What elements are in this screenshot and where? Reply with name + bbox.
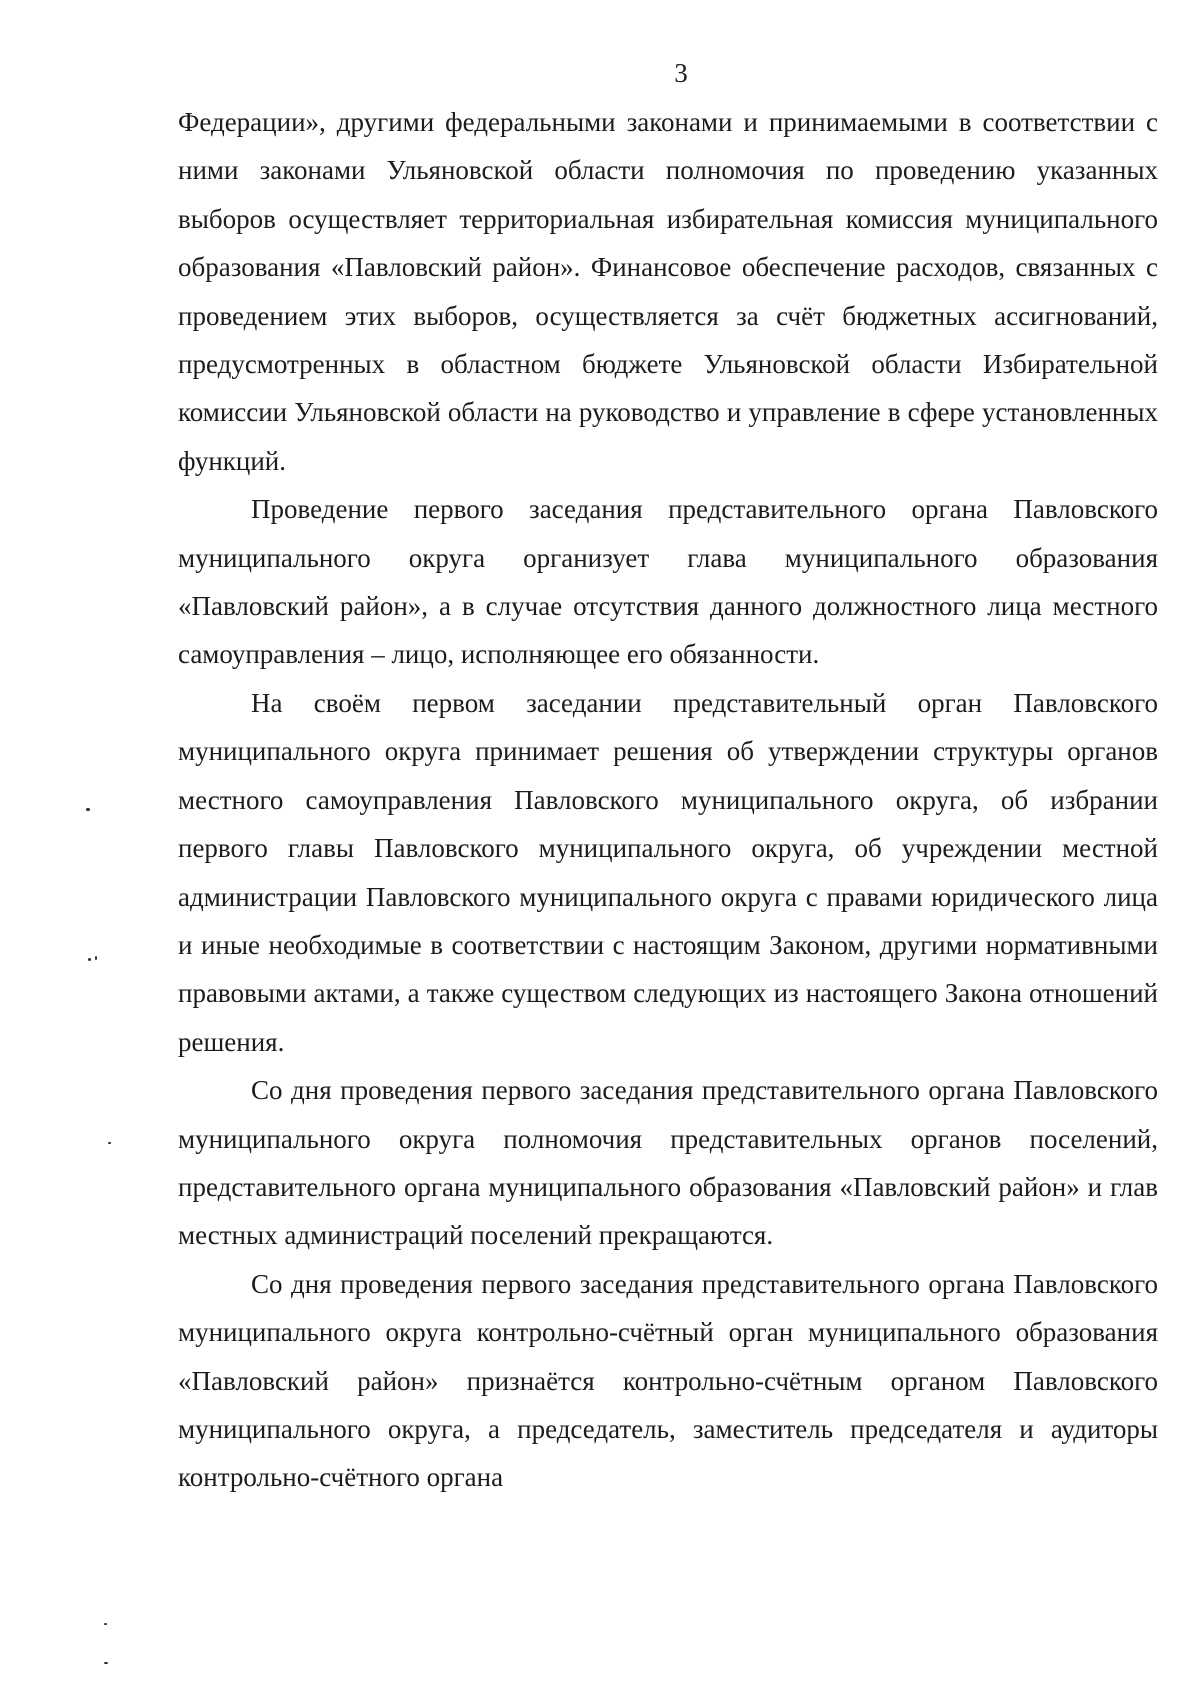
paragraph-first-session: Проведение первого заседания представительного органа Павловского муниципального округа организует глава муниципального образования «Павловский район», а в случае отсутствия данного должностного лица местного самоуправления – лицо, исполняющее его обязанности.: [178, 494, 1158, 670]
scan-speck: [95, 956, 97, 960]
scan-speck: [104, 1623, 107, 1625]
scan-speck: [86, 808, 90, 811]
page-number: 3: [674, 58, 688, 88]
paragraph-first-session-decisions: На своём первом заседании представительный орган Павловского муниципального округа принимает решения об утверждении структуры органов местного самоуправления Павловского муниципального округа, об избрании первого главы Павловского муниципального округа, об учреждении местной администрации Павловского муниципального округа с правами юридического лица и иные необходимые в соответствии с настоящим Законом, другими нормативными правовыми актами, а также существом следующих из настоящего Закона отношений решения.: [178, 687, 1158, 1057]
paragraph-continuation: Федерации», другими федеральными законами и принимаемыми в соответствии с ними законами Ульяновской области полномочия по проведению указанных выборов осуществляет территориальная избирательная комиссия муниципального образования «Павловский район». Финансовое обеспечение расходов, связанных с проведением этих выборов, осуществляется за счёт бюджетных ассигнований, предусмотренных в областном бюджете Ульяновской области Избирательной комиссии Ульяновской области на руководство и управление в сфере установленных функций.: [178, 107, 1158, 476]
scan-speck: [88, 958, 91, 961]
paragraph-control-body: Со дня проведения первого заседания представительного органа Павловского муниципального округа контрольно-счётный орган муниципального образования «Павловский район» признаётся контрольно-счётным органом Павловского муниципального округа, а председатель, заместитель председателя и аудиторы контрольно-счётного органа: [178, 1268, 1158, 1493]
paragraph-powers-termination: Со дня проведения первого заседания представительного органа Павловского муниципального округа полномочия представительных органов поселений, представительного органа муниципального образования «Павловский район» и глав местных администраций поселений прекращаются.: [178, 1075, 1158, 1251]
document-body: [178, 98, 1158, 1502]
scan-speck: [104, 1662, 108, 1664]
scan-speck: [108, 1142, 111, 1144]
